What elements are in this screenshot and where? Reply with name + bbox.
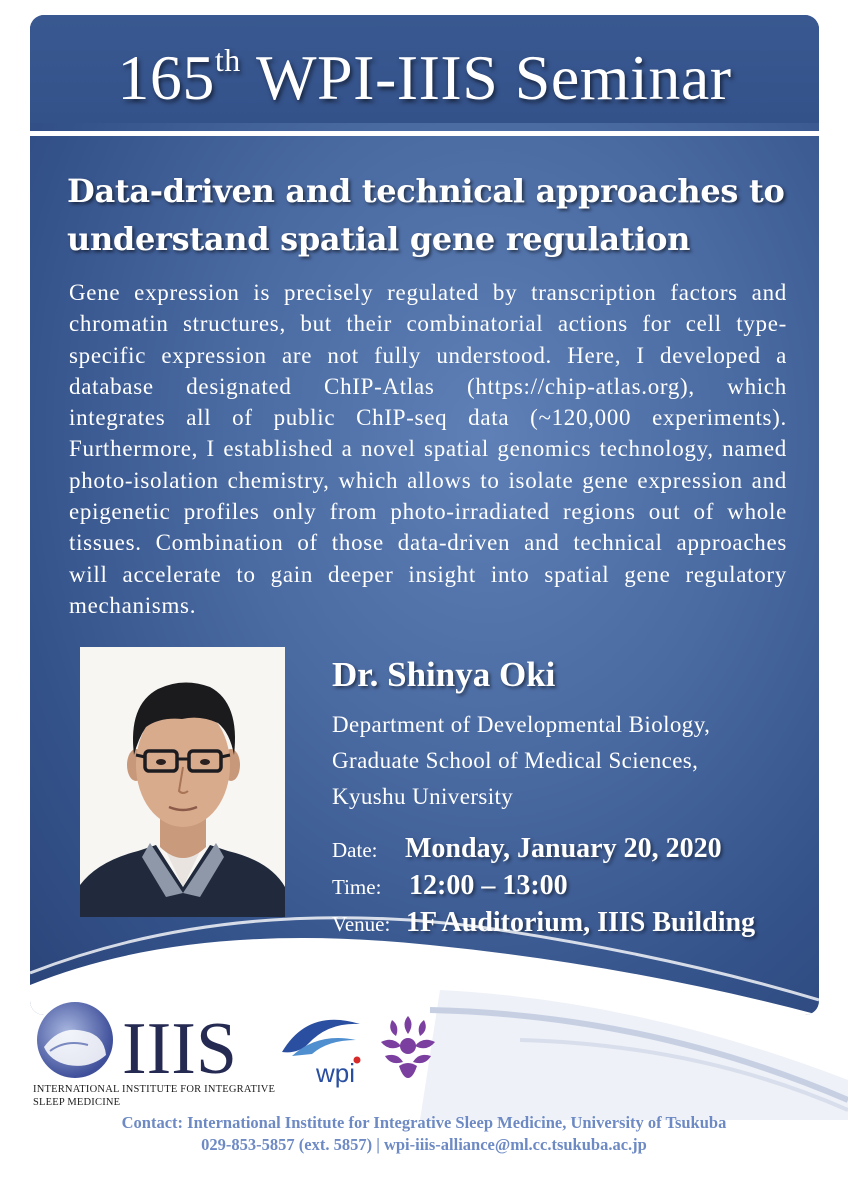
speaker-name: Dr. Shinya Oki — [332, 655, 556, 694]
iiis-caption-line: INTERNATIONAL INSTITUTE FOR INTEGRATIVE — [33, 1084, 276, 1095]
date-label: Date: — [332, 838, 378, 862]
venue-value: 1F Auditorium, IIIS Building — [406, 907, 756, 938]
seminar-ordinal: th — [214, 41, 241, 78]
date-value: Monday, January 20, 2020 — [405, 833, 722, 864]
contact-line2: 029-853-5857 (ext. 5857) | wpi-iiis-alliance@ml.cc.tsukuba.ac.jp — [201, 1135, 647, 1154]
iiis-caption-line: SLEEP MEDICINE — [33, 1097, 121, 1108]
abstract: Gene expression is precisely regulated by transcription factors and chromatin structures, but their combinatorial actions for cell type-specific expression are not fully understood. Here, I developed a database designated ChIP-Atlas (https://chip-atlas.org), which integrates all of public ChIP-seq data (~120,000 experiments). Furthermore, I established a novel spatial genomics technology, named photo-isolation chemistry, which allows to isolate gene expression and epigenetic profiles only from photo-irradiated regions out of whole tissues. Combination of those data-driven and technical approaches will accelerate to gain deeper insight into spatial gene regulatory mechanisms. — [69, 280, 787, 618]
talk-title-line2: understand spatial gene regulation — [67, 220, 691, 258]
seminar-number: 165 — [117, 42, 215, 113]
venue-label: Venue: — [332, 912, 391, 936]
decorative-swoosh — [30, 15, 819, 1015]
affiliation-line: Kyushu University — [332, 784, 514, 809]
time-label: Time: — [332, 875, 382, 899]
affiliation-line: Department of Developmental Biology, — [332, 712, 711, 737]
time-value: 12:00 – 13:00 — [409, 870, 568, 901]
university-crest-icon — [375, 1012, 441, 1082]
seminar-title-text: WPI-IIIS Seminar — [240, 42, 732, 113]
wpi-logo-text: wpi — [316, 1058, 356, 1088]
iiis-logo-text: IIIS — [122, 1008, 238, 1090]
iiis-logo-caption — [33, 1083, 275, 1109]
poster-card — [30, 15, 819, 1015]
affiliation-line: Graduate School of Medical Sciences, — [332, 748, 699, 773]
talk-title-line1: Data-driven and technical approaches to — [67, 172, 785, 210]
contact-info — [0, 1112, 848, 1156]
contact-line1: Contact: International Institute for Integrative Sleep Medicine, University of Tsukuba — [121, 1113, 727, 1132]
wpi-logo — [278, 1010, 366, 1088]
